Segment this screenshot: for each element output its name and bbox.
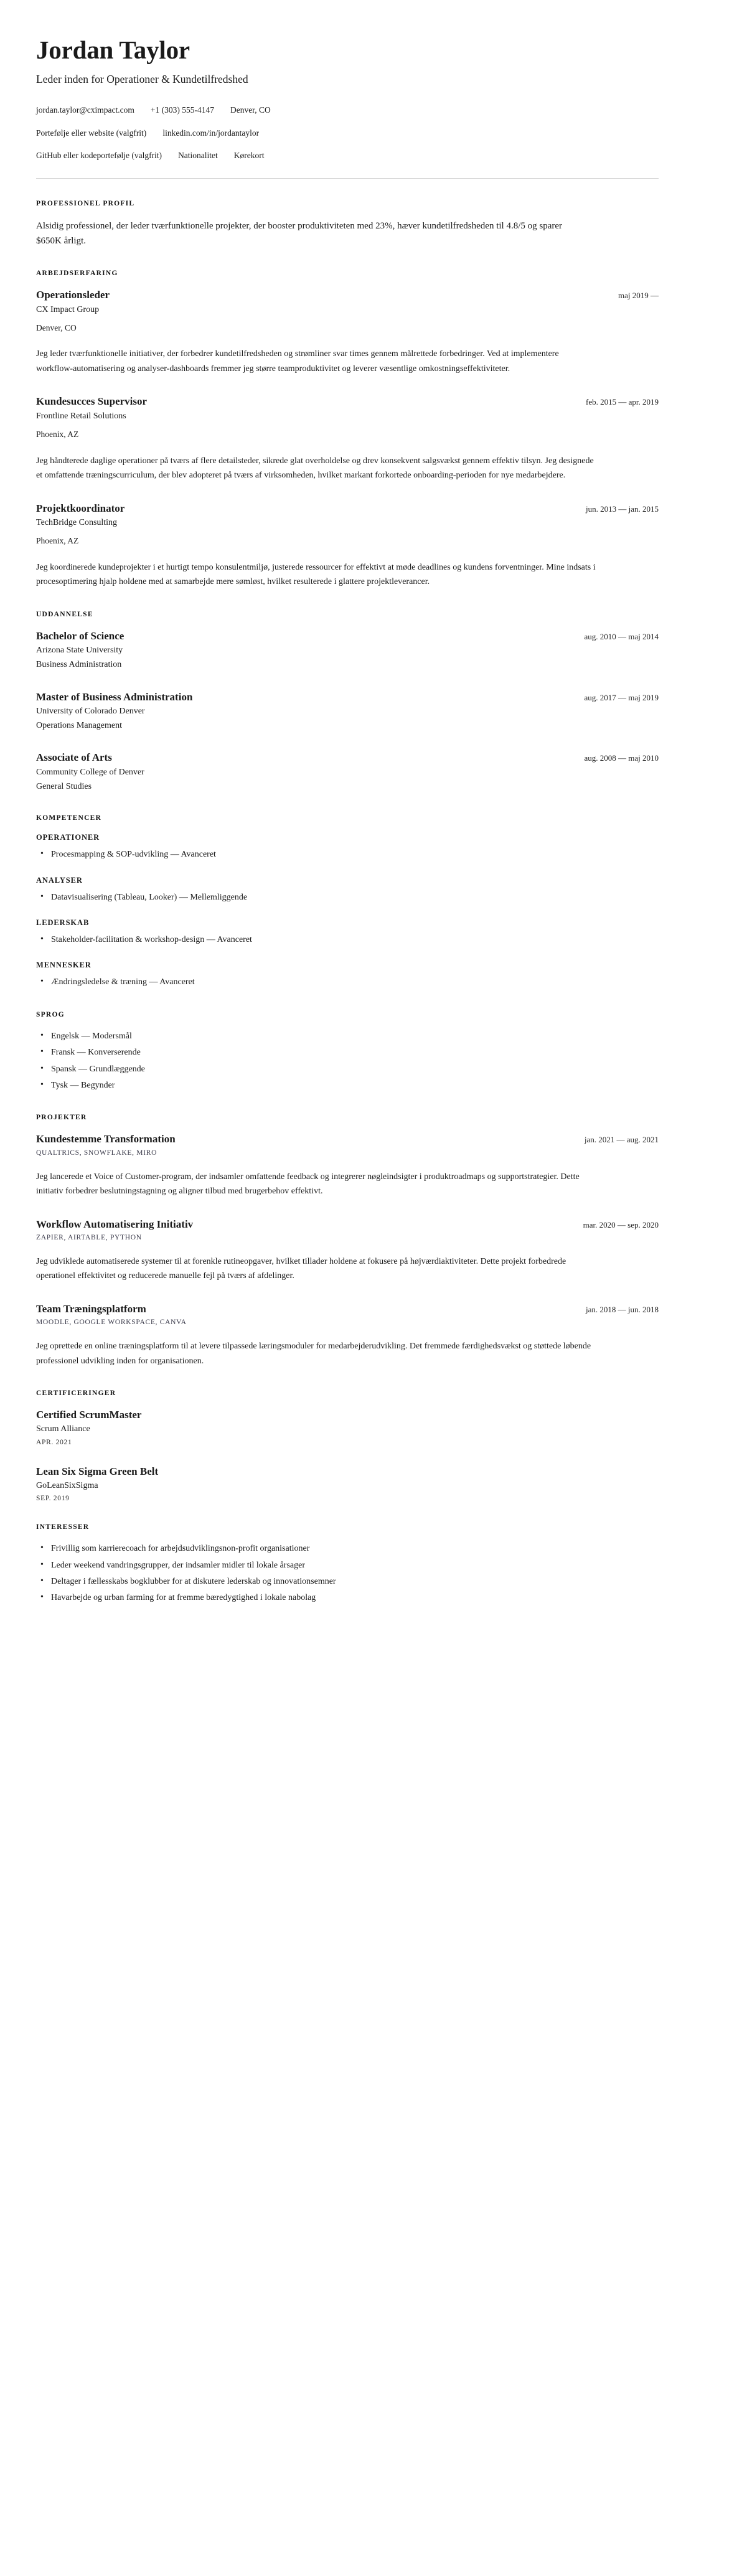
section-title-certifications: CERTIFICERINGER (36, 1389, 116, 1398)
skill-list (36, 975, 659, 989)
skill-list (36, 933, 659, 947)
certification-issuer: Scrum Alliance (36, 1424, 90, 1434)
project-dates: mar. 2020 — sep. 2020 (583, 1220, 659, 1229)
project-tech-stack: MOODLE, GOOGLE WORKSPACE, CANVA (36, 1319, 187, 1327)
field-of-study: General Studies (36, 781, 92, 791)
contact-portfolio[interactable]: Portefølje eller website (valgfrit) (36, 128, 147, 138)
project-name: Kundestemme Transformation (36, 1133, 176, 1145)
degree-dates: aug. 2017 — maj 2019 (584, 692, 659, 702)
degree-title: Associate of Arts (36, 751, 112, 764)
project-entry (36, 1132, 659, 1198)
project-description: Jeg oprettede en online træningsplatform til at levere tilpassede læringsmoduler for medarbejderudvikling. Det fremmede færdighedsvækst og støttede løbende professionel udvikling inden for organisationen. (36, 1342, 591, 1366)
section-interests (36, 1523, 659, 1605)
candidate-name: Jordan Taylor (36, 35, 190, 64)
skill-list (36, 848, 659, 862)
contact-location: Denver, CO (230, 105, 271, 115)
contact-row-1 (36, 104, 659, 116)
job-dates: maj 2019 — (618, 291, 659, 301)
skill-item: • Procesmapping & SOP-udvikling — Avanceret (36, 848, 659, 862)
section-title-interests: INTERESSER (36, 1523, 90, 1531)
interest-item: • Havarbejde og urban farming for at fremme bæredygtighed i lokale nabolag (36, 1591, 659, 1605)
section-title-skills: KOMPETENCER (36, 814, 102, 822)
skill-group-title: MENNESKER (36, 961, 92, 970)
job-description: Jeg koordinerede kundeprojekter i et hurtigt tempo konsulentmiljø, justerede ressourcer for effektivt at møde deadlines og kundens forventninger. Mine indsats i procesoptimering hjalp holdene med at samarbejde mere sømløst, hvilket resulterede i glattere projektleverancer. (36, 562, 596, 587)
job-dates: feb. 2015 — apr. 2019 (586, 397, 659, 407)
job-company: TechBridge Consulting (36, 517, 118, 527)
project-tech-stack: QUALTRICS, SNOWFLAKE, MIRO (36, 1149, 157, 1157)
certification-name: Certified ScrumMaster (36, 1409, 142, 1421)
skill-list (36, 891, 659, 905)
project-dates: jan. 2021 — aug. 2021 (584, 1135, 659, 1145)
project-entry-head (36, 1302, 659, 1315)
contact-linkedin[interactable]: linkedin.com/in/jordantaylor (162, 128, 260, 138)
education-entry-head (36, 751, 659, 764)
experience-entry-head (36, 395, 659, 408)
job-title: Projektkoordinator (36, 502, 125, 514)
certification-entry (36, 1408, 659, 1446)
contact-phone[interactable]: +1 (303) 555-4147 (150, 105, 214, 115)
job-description: Jeg håndterede daglige operationer på tværs af flere detailsteder, sikrede glat overholdelse og drev konsekvent salgsvækst gennem effektiv tilsyn. Jeg designede et omfattende træningscurriculum, der blev adopteret på tværs af virksomheden, hvilket markant forkortede onboarding-perioden for nye medarbejdere. (36, 456, 594, 481)
language-item: • Tysk — Begynder (36, 1079, 659, 1093)
project-name: Workflow Automatisering Initiativ (36, 1218, 194, 1230)
field-of-study: Operations Management (36, 721, 123, 731)
contact-row-3 (36, 149, 659, 162)
language-item: • Engelsk — Modersmål (36, 1030, 659, 1043)
education-entry-head (36, 629, 659, 642)
skill-item: • Stakeholder-facilitation & workshop-design — Avanceret (36, 933, 659, 947)
section-skills (36, 814, 659, 990)
job-description: Jeg leder tværfunktionelle initiativer, der forbedrer kundetilfredsheden og strømliner svar times gennem målrettede forbedringer. Ved at implementere workflow-automatisering og analyser-dashboards fremmer jeg større teamproduktivitet og leverer væsentlige omkostningseffektiviteter. (36, 349, 559, 374)
interest-item: • Deltager i fællesskabs bogklubber for at diskutere lederskab og innovationsemner (36, 1575, 659, 1589)
skill-group (36, 961, 659, 989)
section-title-languages: SPROG (36, 1010, 65, 1018)
section-title-education: UDDANNELSE (36, 610, 93, 618)
certification-entry (36, 1465, 659, 1503)
contact-email[interactable]: jordan.taylor@cximpact.com (36, 105, 134, 115)
skill-group-title: LEDERSKAB (36, 918, 90, 928)
section-certifications (36, 1389, 659, 1502)
section-experience (36, 270, 659, 589)
school-name: Arizona State University (36, 645, 123, 655)
certification-name: Lean Six Sigma Green Belt (36, 1465, 159, 1477)
school-name: University of Colorado Denver (36, 706, 145, 716)
resume-sheet (36, 36, 659, 1605)
job-location: Phoenix, AZ (36, 536, 79, 546)
experience-entry (36, 502, 659, 590)
skill-group (36, 918, 659, 947)
education-entry-head (36, 690, 659, 703)
experience-entry (36, 288, 659, 376)
job-title: Operationsleder (36, 289, 110, 301)
section-title-projects: PROJEKTER (36, 1114, 87, 1122)
skill-group (36, 833, 659, 862)
job-location: Phoenix, AZ (36, 429, 79, 439)
education-entry (36, 751, 659, 793)
project-entry-head (36, 1132, 659, 1145)
skill-group (36, 876, 659, 905)
interest-list (36, 1542, 659, 1605)
skill-item: • Ændringsledelse & træning — Avanceret (36, 975, 659, 989)
contact-drivers-license: Kørekort (233, 151, 265, 161)
job-company: Frontline Retail Solutions (36, 411, 126, 421)
degree-dates: aug. 2010 — maj 2014 (584, 631, 659, 641)
certification-date: SEP. 2019 (36, 1495, 70, 1503)
project-dates: jan. 2018 — jun. 2018 (586, 1304, 659, 1314)
project-description: Jeg udviklede automatiserede systemer til at forenkle rutineopgaver, hvilket tillader holdene at fokusere på højværdiaktiviteter. Dette projekt forbedrede operationel effektivitet og reducerede manuelle fejl på tværs af afdelinger. (36, 1256, 566, 1281)
language-list (36, 1030, 659, 1093)
project-entry-head (36, 1218, 659, 1231)
education-entry (36, 629, 659, 672)
school-name: Community College of Denver (36, 767, 144, 777)
project-tech-stack: ZAPIER, AIRTABLE, PYTHON (36, 1233, 142, 1241)
certification-date: APR. 2021 (36, 1438, 72, 1446)
section-title-profile: PROFESSIONEL PROFIL (36, 199, 135, 207)
experience-entry (36, 395, 659, 482)
job-company: CX Impact Group (36, 304, 100, 314)
project-entry (36, 1218, 659, 1284)
skill-item: • Datavisualisering (Tableau, Looker) — Mellemliggende (36, 891, 659, 905)
section-education (36, 611, 659, 794)
field-of-study: Business Administration (36, 660, 122, 670)
section-title-experience: ARBEJDSERFARING (36, 270, 118, 278)
job-location: Denver, CO (36, 322, 77, 332)
education-entry (36, 690, 659, 733)
interest-item: • Frivillig som karrierecoach for arbejdsudviklingsnon-profit organisationer (36, 1542, 659, 1556)
job-title: Kundesucces Supervisor (36, 395, 148, 408)
header-divider (36, 178, 659, 179)
contact-nationality: Nationalitet (178, 151, 218, 161)
experience-entry-head (36, 502, 659, 515)
project-entry (36, 1302, 659, 1368)
language-item: • Fransk — Konverserende (36, 1046, 659, 1060)
certification-issuer: GoLeanSixSigma (36, 1481, 98, 1491)
resume-header (36, 36, 659, 179)
project-description: Jeg lancerede et Voice of Customer-program, der indsamler omfattende feedback og integrerer nøgleindsigter i produktroadmaps og supportstrategier. Dette initiativ forbedrer beslutningstagning og aligner tilbud med brugerbehov effektivt. (36, 1172, 580, 1196)
section-profile (36, 200, 659, 249)
degree-title: Master of Business Administration (36, 690, 193, 703)
contact-row-2 (36, 127, 659, 139)
job-dates: jun. 2013 — jan. 2015 (586, 504, 659, 514)
candidate-headline: Leder inden for Operationer & Kundetilfredshed (36, 73, 248, 86)
project-name: Team Træningsplatform (36, 1302, 146, 1315)
experience-entry-head (36, 288, 659, 301)
skill-group-title: OPERATIONER (36, 833, 100, 842)
degree-title: Bachelor of Science (36, 629, 125, 642)
section-projects (36, 1114, 659, 1368)
section-languages (36, 1011, 659, 1093)
skill-group-title: ANALYSER (36, 875, 83, 885)
profile-summary-text: Alsidig professionel, der leder tværfunktionelle projekter, der booster produktiviteten med 23%, hæver kundetilfredsheden til 4.8/5 og sparer $650K årligt. (36, 220, 563, 246)
contact-github[interactable]: GitHub eller kodeportefølje (valgfrit) (36, 151, 162, 161)
interest-item: • Leder weekend vandringsgrupper, der indsamler midler til lokale årsager (36, 1559, 659, 1572)
language-item: • Spansk — Grundlæggende (36, 1063, 659, 1076)
degree-dates: aug. 2008 — maj 2010 (584, 753, 659, 763)
